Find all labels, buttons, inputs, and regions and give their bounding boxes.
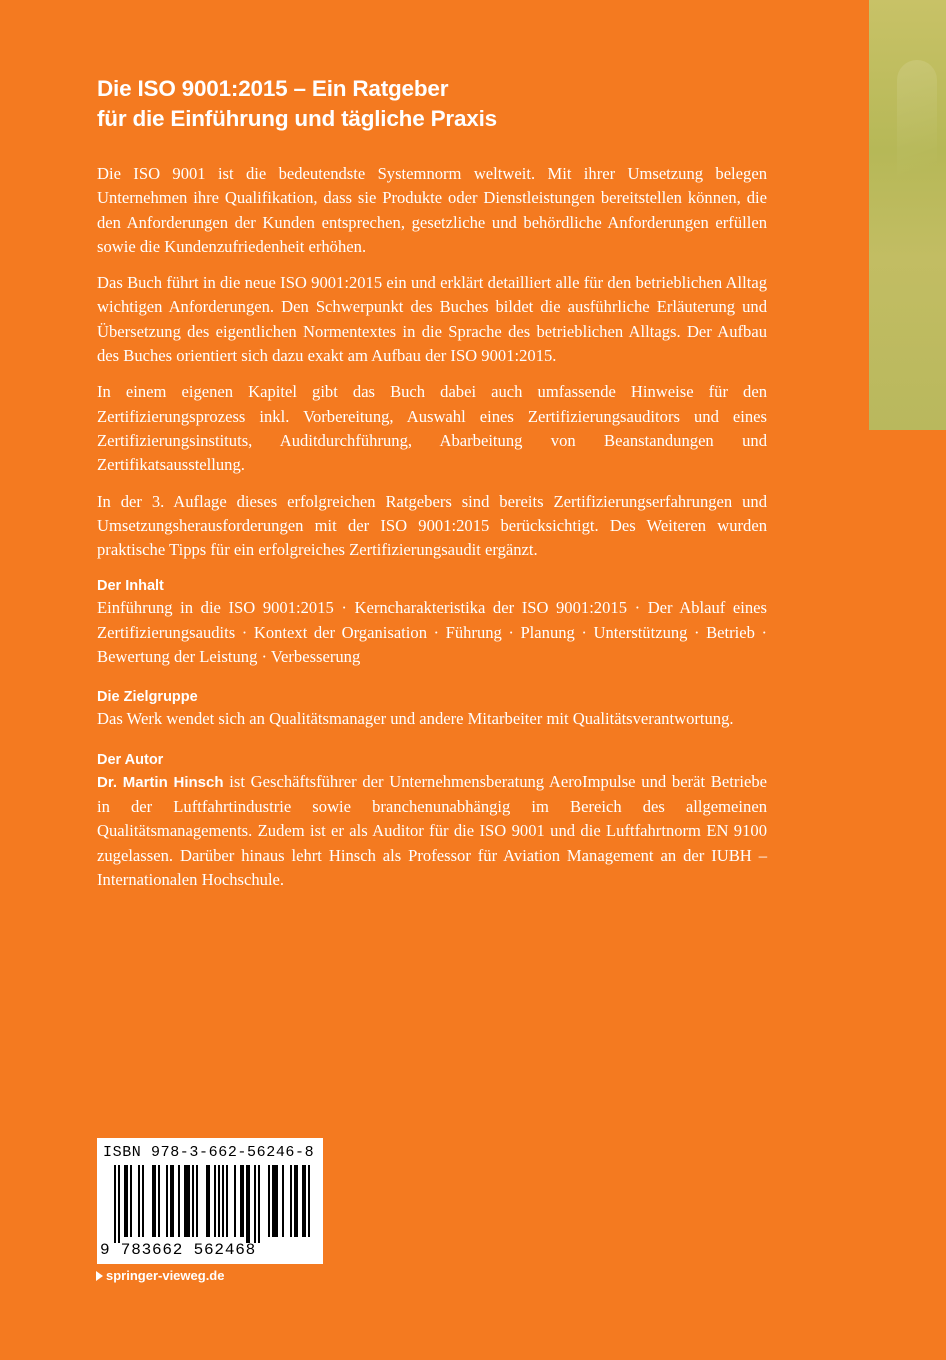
barcode-bar — [246, 1165, 250, 1243]
author-bio: ist Geschäftsführer der Unternehmensberatung AeroImpulse und berät Betriebe in der Luftfahrtindustrie sowie branchenunabhängig im Bereich des allgemeinen Qualitätsmanagements. Zudem ist er als Auditor für die ISO 9001 und die Luftfahrtnorm EN 9100 zugelassen. Darüber hinaus lehrt Hinsch als Professor für Aviation Management an der IUBH – Internationalen Hochschule. — [97, 771, 767, 889]
author-name: Dr. Martin Hinsch — [97, 773, 224, 791]
barcode-bar — [272, 1165, 278, 1237]
barcode-bar — [178, 1165, 180, 1237]
blurb-paragraph-1: Die ISO 9001 ist die bedeutendste Systemnorm weltweit. Mit ihrer Umsetzung belegen Unternehmen ihre Qualifikation, dass sie Produkte oder Dienstleistungen bereitstellen können, die den Anforderungen der Kunden entsprechen, gesetzliche und behördliche Anforderungen erfüllen sowie die Kundenzufriedenheit erhöhen. — [97, 164, 767, 256]
zielgruppe-text: Das Werk wendet sich an Qualitätsmanager und andere Mitarbeiter mit Qualitätsverantwortung. — [97, 709, 734, 729]
barcode-bar — [184, 1165, 190, 1237]
barcode-bar — [258, 1165, 260, 1243]
barcode-bar — [294, 1165, 298, 1237]
blurb-paragraph-3: In einem eigenen Kapitel gibt das Buch dabei auch umfassende Hinweise für den Zertifizierungsprozess inkl. Vorbereitung, Auswahl eines Zertifizierungsauditors und eines Zertifizierungsinstituts, Auditdurchführung, Abarbeitung von Beanstandungen und Zertifikatsausstellung. — [97, 382, 767, 475]
inhalt-text: Einführung in die ISO 9001:2015 · Kerncharakteristika der ISO 9001:2015 · Der Ablauf eines Zertifizierungsaudits · Kontext der Organisation · Führung · Planung · Unterstützung · Betrieb · Bewertung der Leistung · Verbesserung — [97, 598, 767, 667]
barcode-digits: 9 783662 562468 — [100, 1241, 257, 1259]
barcode-bars — [102, 1165, 318, 1243]
autor-heading: Der Autor — [97, 751, 164, 768]
barcode-bar — [158, 1165, 160, 1237]
blurb-paragraph-4: In der 3. Auflage dieses erfolgreichen Ratgebers sind bereits Zertifizierungserfahrungen und Umsetzungsherausforderungen mit der ISO 9001:2015 berücksichtigt. Des Weiteren wurden praktische Tipps für ein erfolgreiches Zertifizierungsaudit ergänzt. — [97, 491, 767, 560]
barcode-bar — [214, 1165, 216, 1237]
blurb-content — [97, 162, 767, 910]
barcode-bar — [166, 1165, 168, 1237]
barcode-bar — [222, 1165, 224, 1237]
blurb-paragraph-2: Das Buch führt in die neue ISO 9001:2015 ein und erklärt detailliert alle für den betrieblichen Alltag wichtigen Anforderungen. Den Schwerpunkt des Buches bildet die ausführliche Erläuterung und Übersetzung des eigentlichen Normentextes in die Sprache des betrieblichen Alltags. Der Aufbau des Buches orientiert sich dazu exakt am Aufbau der ISO 9001:2015. — [97, 273, 767, 366]
barcode-bar — [302, 1165, 306, 1237]
cover-image-strip — [869, 0, 946, 430]
barcode-bar — [170, 1165, 174, 1237]
barcode-bar — [118, 1165, 120, 1243]
isbn-barcode — [97, 1138, 323, 1264]
cover-image-fold — [897, 60, 937, 220]
barcode-bar — [206, 1165, 210, 1237]
barcode-bar — [268, 1165, 270, 1237]
section-zielgruppe — [97, 687, 767, 731]
book-title — [97, 74, 817, 134]
barcode-bar — [142, 1165, 144, 1237]
barcode-bar — [282, 1165, 284, 1237]
barcode-bar — [234, 1165, 236, 1237]
barcode-bar — [254, 1165, 256, 1243]
zielgruppe-heading: Die Zielgruppe — [97, 689, 198, 706]
barcode-bar — [124, 1165, 128, 1237]
barcode-bar — [218, 1165, 220, 1237]
section-autor — [97, 750, 767, 892]
barcode-bar — [130, 1165, 132, 1237]
isbn-label: ISBN 978-3-662-56246-8 — [103, 1144, 315, 1161]
autor-text — [97, 770, 767, 892]
arrow-right-icon — [96, 1271, 103, 1281]
title-line-1: Die ISO 9001:2015 – Ein Ratgeber — [97, 76, 449, 101]
barcode-bar — [290, 1165, 292, 1237]
title-line-2: für die Einführung und tägliche Praxis — [97, 106, 497, 131]
inhalt-heading: Der Inhalt — [97, 578, 164, 595]
barcode-bar — [240, 1165, 244, 1237]
barcode-bar — [138, 1165, 140, 1237]
barcode-bar — [192, 1165, 194, 1237]
barcode-bar — [308, 1165, 310, 1237]
barcode-bar — [114, 1165, 116, 1243]
section-inhalt — [97, 576, 767, 669]
barcode-bar — [196, 1165, 198, 1237]
publisher-link[interactable] — [96, 1267, 224, 1285]
barcode-bar — [226, 1165, 228, 1237]
barcode-bar — [152, 1165, 156, 1237]
publisher-url: springer-vieweg.de — [106, 1268, 225, 1283]
